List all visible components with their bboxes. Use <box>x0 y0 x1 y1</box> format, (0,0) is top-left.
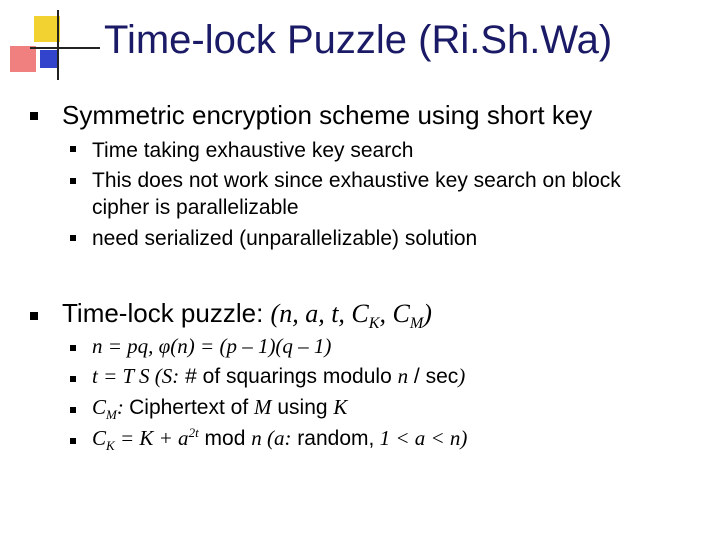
sub-bullet-marker <box>70 235 76 241</box>
eq-ck: $C_K = K + a^{2t}$ mod n (a: random, 1 < a < n) <box>92 425 468 454</box>
sub-bullet-serialized: need serialized (unparallelizable) solution <box>92 227 478 250</box>
sub-bullet-marker <box>70 345 76 351</box>
bullet-time-lock <box>62 298 432 333</box>
sub-bullet-marker <box>70 438 76 444</box>
sub-bullet-marker <box>70 376 76 382</box>
sub-bullet-time-taking: Time taking exhaustive key search <box>92 139 414 162</box>
time-lock-label: Time-lock puzzle: <box>62 298 264 328</box>
puzzle-params: (n, a, t, $C_K$, $C_M$) <box>270 299 432 333</box>
bullet-symmetric: Symmetric encryption scheme using short key <box>62 100 593 130</box>
sub-bullet-marker <box>70 146 76 152</box>
eq-t: t = T S (S: # of squarings modulo n / sec) <box>92 364 466 388</box>
bullet-marker <box>30 112 38 120</box>
sub-bullet-not-work: This does not work since exhaustive key search on block <box>92 169 621 192</box>
eq-n-phi: n = pq, φ(n) = (p – 1)(q – 1) <box>92 334 332 358</box>
eq-cm: $C_M$: Ciphertext of M using K <box>92 395 348 423</box>
sub-bullet-marker <box>70 178 76 184</box>
sub-bullet-not-work-cont: cipher is parallelizable <box>92 196 299 219</box>
slide-title: Time-lock Puzzle (Ri.Sh.Wa) <box>104 18 613 62</box>
bullet-marker <box>30 312 38 320</box>
sub-bullet-marker <box>70 407 76 413</box>
logo-squares-icon <box>0 0 100 80</box>
